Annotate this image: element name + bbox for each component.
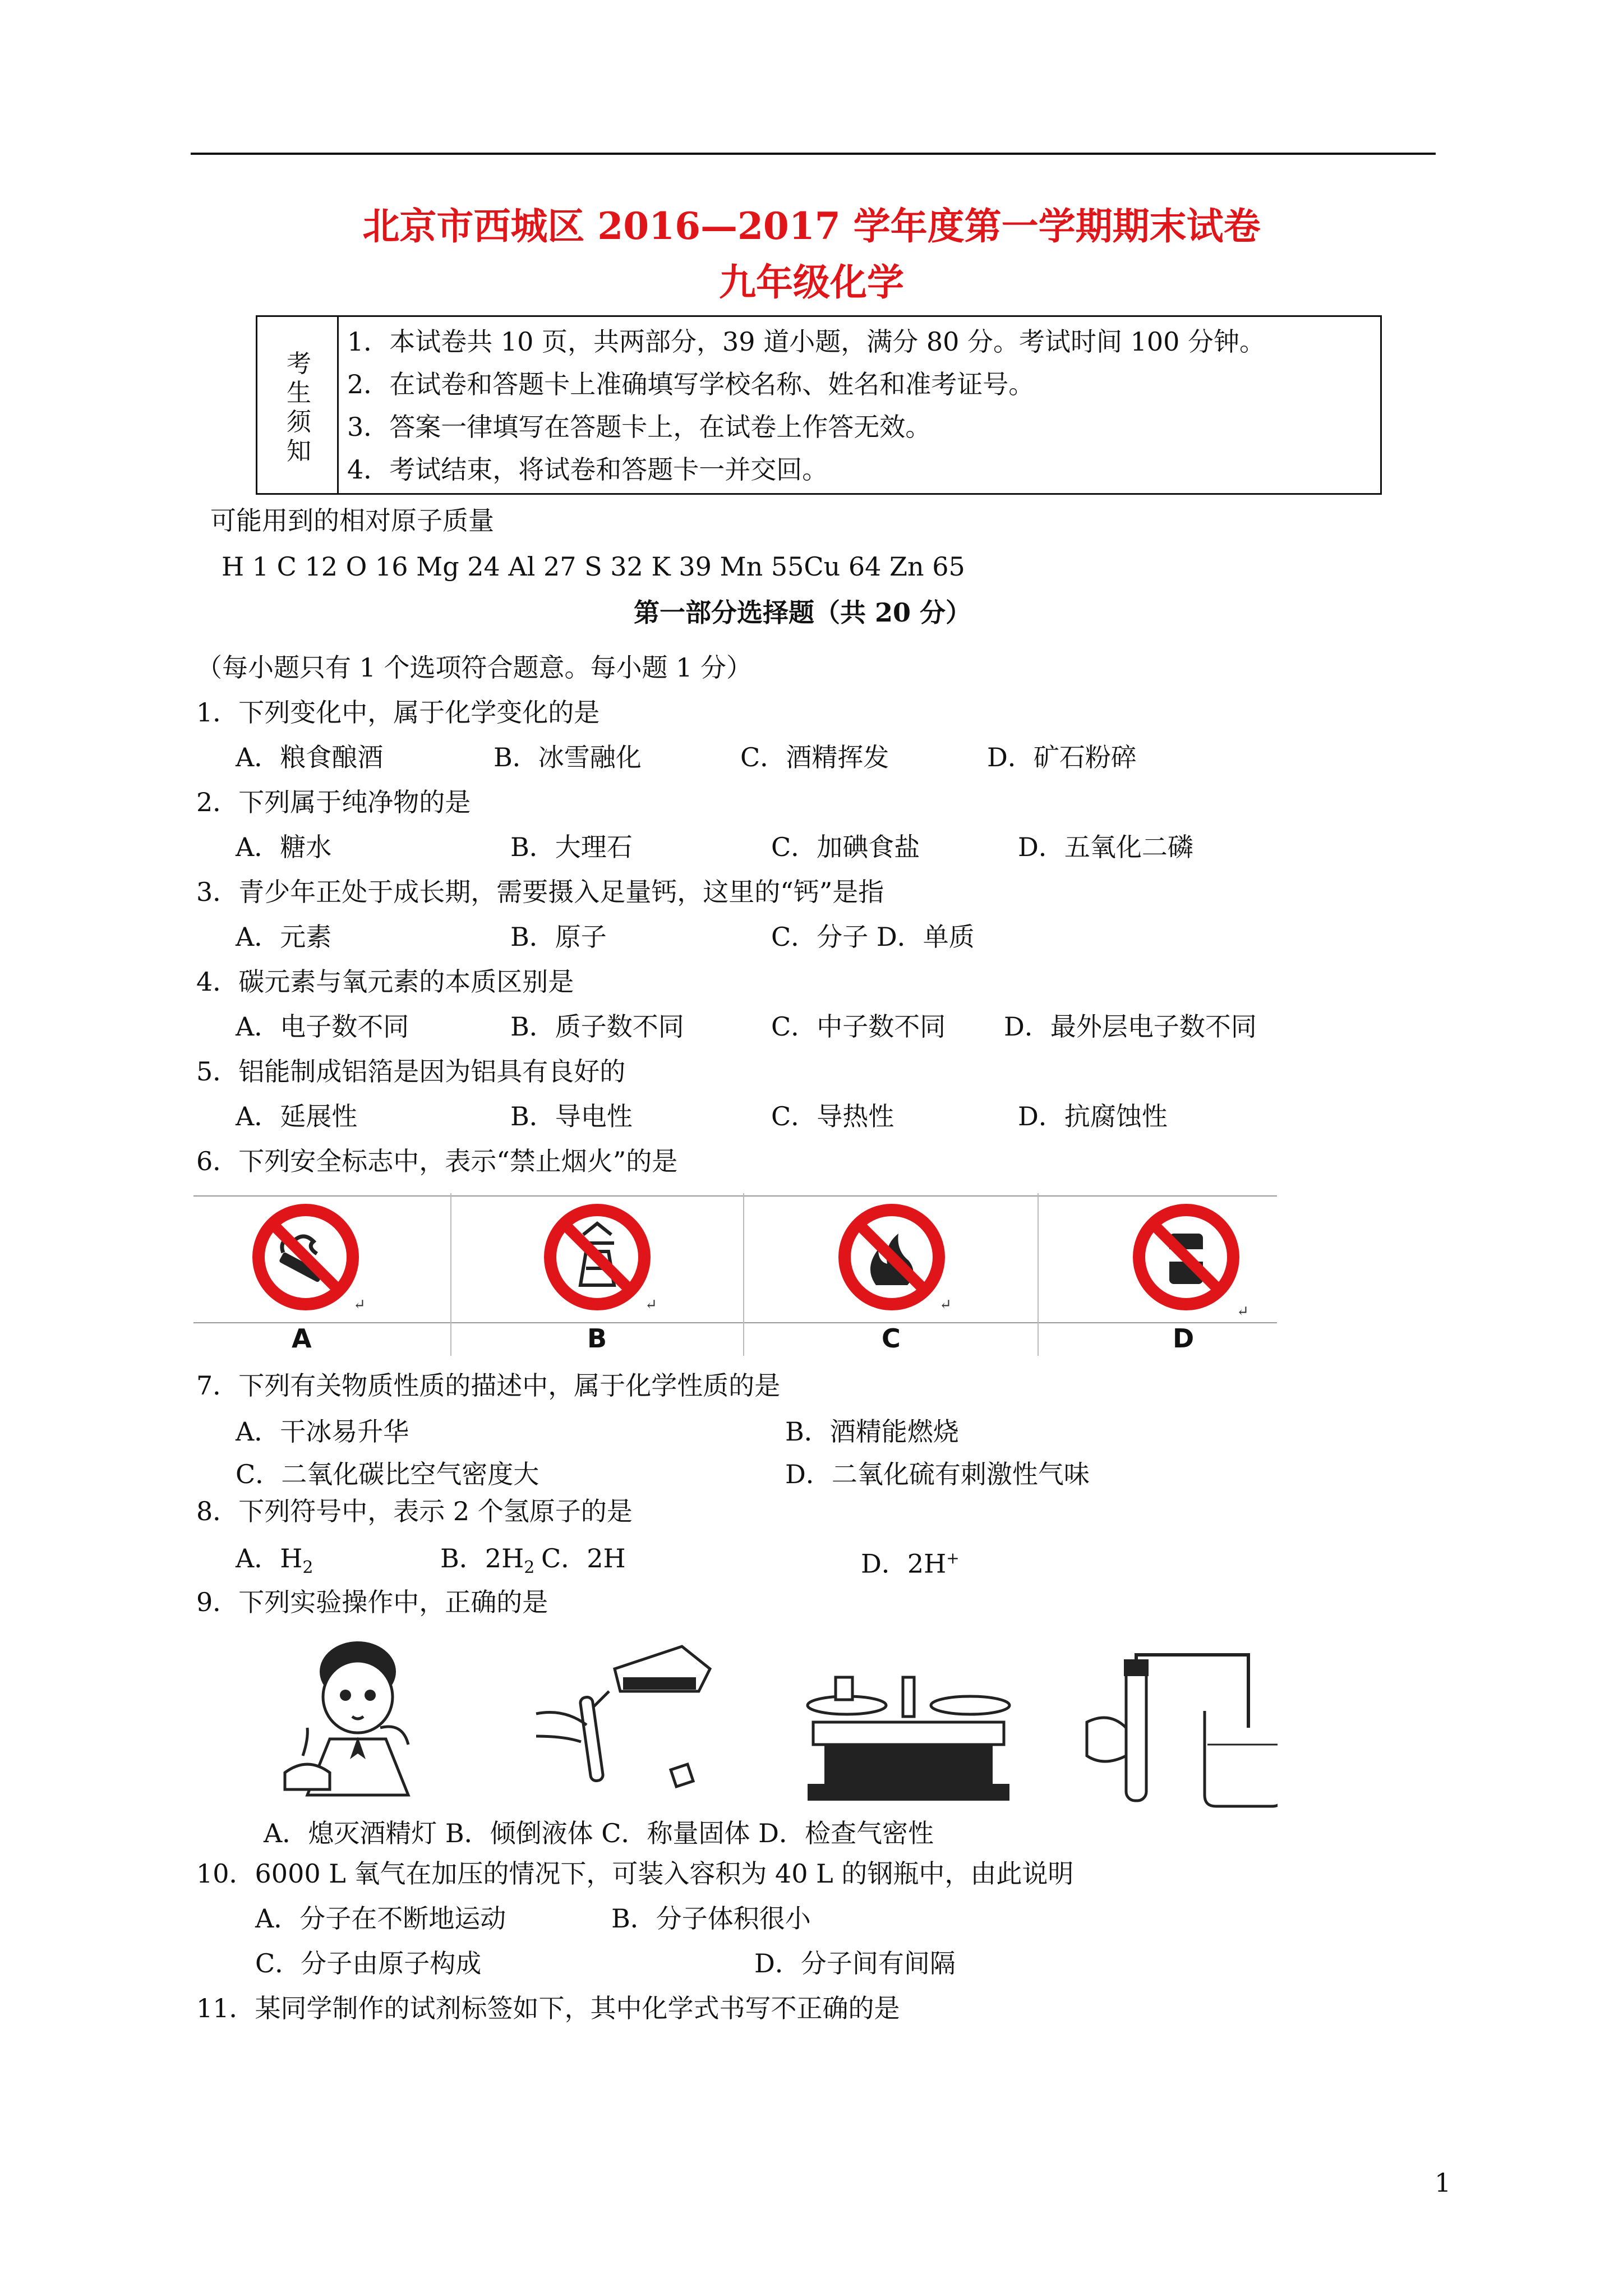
question-option: B．酒精能燃烧	[785, 1416, 959, 1447]
option-text: B．2H	[440, 1543, 524, 1573]
return-mark-icon: ↵	[645, 1296, 657, 1313]
notice-side-char: 考	[287, 349, 311, 378]
question-option: D．最外层电子数不同	[1004, 1011, 1257, 1042]
question-option: A．熄灭酒精灯 B．倾倒液体 C．称量固体 D．检查气密性	[264, 1818, 934, 1848]
section-instruction: （每小题只有 1 个选项符合题意。每小题 1 分）	[196, 652, 753, 683]
question-stem: 10．6000 L 氧气在加压的情况下，可装入容积为 40 L 的钢瓶中，由此说明	[196, 1858, 1074, 1889]
subscript: 2	[524, 1558, 535, 1578]
question-stem: 1．下列变化中，属于化学变化的是	[196, 697, 600, 728]
question-stem: 9．下列实验操作中，正确的是	[196, 1587, 548, 1617]
question-option: A．粮食酿酒	[236, 742, 384, 772]
question-stem: 7．下列有关物质性质的描述中，属于化学性质的是	[196, 1370, 781, 1401]
question-option: D．二氧化硫有刺激性气味	[785, 1459, 1090, 1489]
sign-label: A	[292, 1323, 312, 1354]
question-option: D．抗腐蚀性	[1018, 1101, 1168, 1131]
question-option: B．质子数不同	[510, 1011, 684, 1042]
question-stem: 5．铝能制成铝箔是因为铝具有良好的	[196, 1056, 626, 1087]
question-option	[236, 1542, 313, 1585]
no-storage-icon	[1130, 1201, 1242, 1313]
notice-side-char: 生	[287, 379, 311, 407]
pour-liquid-illustration	[525, 1635, 738, 1809]
page-number: 1	[1435, 2168, 1451, 2198]
header-rule	[191, 153, 1436, 155]
return-mark-icon: ↵	[353, 1296, 366, 1313]
question-option: C．加碘食盐	[771, 832, 920, 862]
notice-side-char: 知	[287, 437, 311, 466]
question-option: C．二氧化碳比空气密度大	[236, 1459, 540, 1489]
notice-side-label	[257, 317, 339, 493]
question-option: C．分子由原子构成	[255, 1948, 482, 1978]
notice-item: 3．答案一律填写在答题卡上，在试卷上作答无效。	[347, 412, 932, 442]
question-option	[440, 1542, 534, 1585]
atomic-mass-values: H 1 C 12 O 16 Mg 24 Al 27 S 32 K 39 Mn 55Cu 64 Zn 65	[222, 551, 965, 582]
option-text: D．2H	[861, 1548, 947, 1579]
question-option: C．2H	[541, 1543, 626, 1573]
notice-item: 4．考试结束，将试卷和答题卡一并交回。	[347, 454, 828, 485]
no-fireworks-icon	[541, 1201, 653, 1313]
airtightness-illustration	[1064, 1649, 1278, 1812]
question-stem: 4．碳元素与氧元素的本质区别是	[196, 967, 574, 997]
question-option: C．导热性	[771, 1101, 895, 1131]
question-option: A．干冰易升华	[236, 1416, 409, 1447]
no-smoking-icon	[250, 1201, 362, 1313]
question-option	[861, 1542, 960, 1580]
table-rule	[450, 1193, 451, 1356]
subscript: 2	[302, 1558, 313, 1578]
notice-item: 2．在试卷和答题卡上准确填写学校名称、姓名和准考证号。	[347, 369, 1035, 399]
question-option: B．冰雪融化	[494, 742, 642, 772]
question-option: A．电子数不同	[236, 1011, 409, 1042]
exam-title: 北京市西城区 2016—2017 学年度第一学期期末试卷	[362, 204, 1261, 248]
question-stem: 2．下列属于纯净物的是	[196, 787, 471, 817]
notice-side-char: 须	[287, 408, 311, 436]
sign-label: D	[1173, 1323, 1195, 1354]
table-rule	[193, 1195, 1277, 1197]
sign-label: B	[587, 1323, 607, 1354]
table-rule	[193, 1322, 1277, 1323]
table-rule	[743, 1193, 744, 1356]
question-option: B．分子体积很小	[611, 1903, 811, 1934]
atomic-mass-label: 可能用到的相对原子质量	[210, 505, 494, 536]
return-mark-icon: ↵	[939, 1296, 952, 1313]
question-option: A．糖水	[236, 832, 332, 862]
question-option: B．导电性	[510, 1101, 633, 1131]
balance-illustration	[802, 1666, 1015, 1806]
question-option: B．大理石	[510, 832, 633, 862]
question-stem: 8．下列符号中，表示 2 个氢原子的是	[196, 1496, 633, 1526]
question-option: C．酒精挥发	[740, 742, 889, 772]
question-option: D．分子间有间隔	[754, 1948, 956, 1978]
sign-label: C	[882, 1323, 901, 1354]
section-heading: 第一部分选择题（共 20 分）	[634, 597, 972, 628]
question-stem: 11．某同学制作的试剂标签如下，其中化学式书写不正确的是	[196, 1993, 900, 2023]
superscript: +	[946, 1549, 960, 1567]
exam-subtitle: 九年级化学	[719, 260, 904, 304]
notice-item: 1．本试卷共 10 页，共两部分，39 道小题，满分 80 分。考试时间 100 分钟。	[347, 326, 1266, 357]
question-option: B．原子	[510, 922, 607, 952]
question-option: A．延展性	[236, 1101, 358, 1131]
safety-sign-table	[193, 1193, 1277, 1356]
question-option: A．元素	[236, 922, 332, 952]
question-option: A．分子在不断地运动	[255, 1903, 506, 1934]
question-option: C．分子 D．单质	[771, 922, 975, 952]
option-text: A．H	[236, 1543, 303, 1573]
notice-box	[256, 315, 1382, 495]
return-mark-icon: ↵	[1237, 1303, 1249, 1320]
table-rule	[1038, 1193, 1039, 1356]
no-open-flame-icon	[836, 1201, 948, 1313]
question-option: D．五氧化二磷	[1018, 832, 1193, 862]
question-option: C．中子数不同	[771, 1011, 946, 1042]
extinguish-lamp-illustration	[268, 1632, 453, 1806]
question-option: D．矿石粉碎	[987, 742, 1137, 772]
question-stem: 3．青少年正处于成长期，需要摄入足量钙，这里的“钙”是指	[196, 877, 884, 907]
question-stem: 6．下列安全标志中，表示“禁止烟火”的是	[196, 1146, 678, 1176]
